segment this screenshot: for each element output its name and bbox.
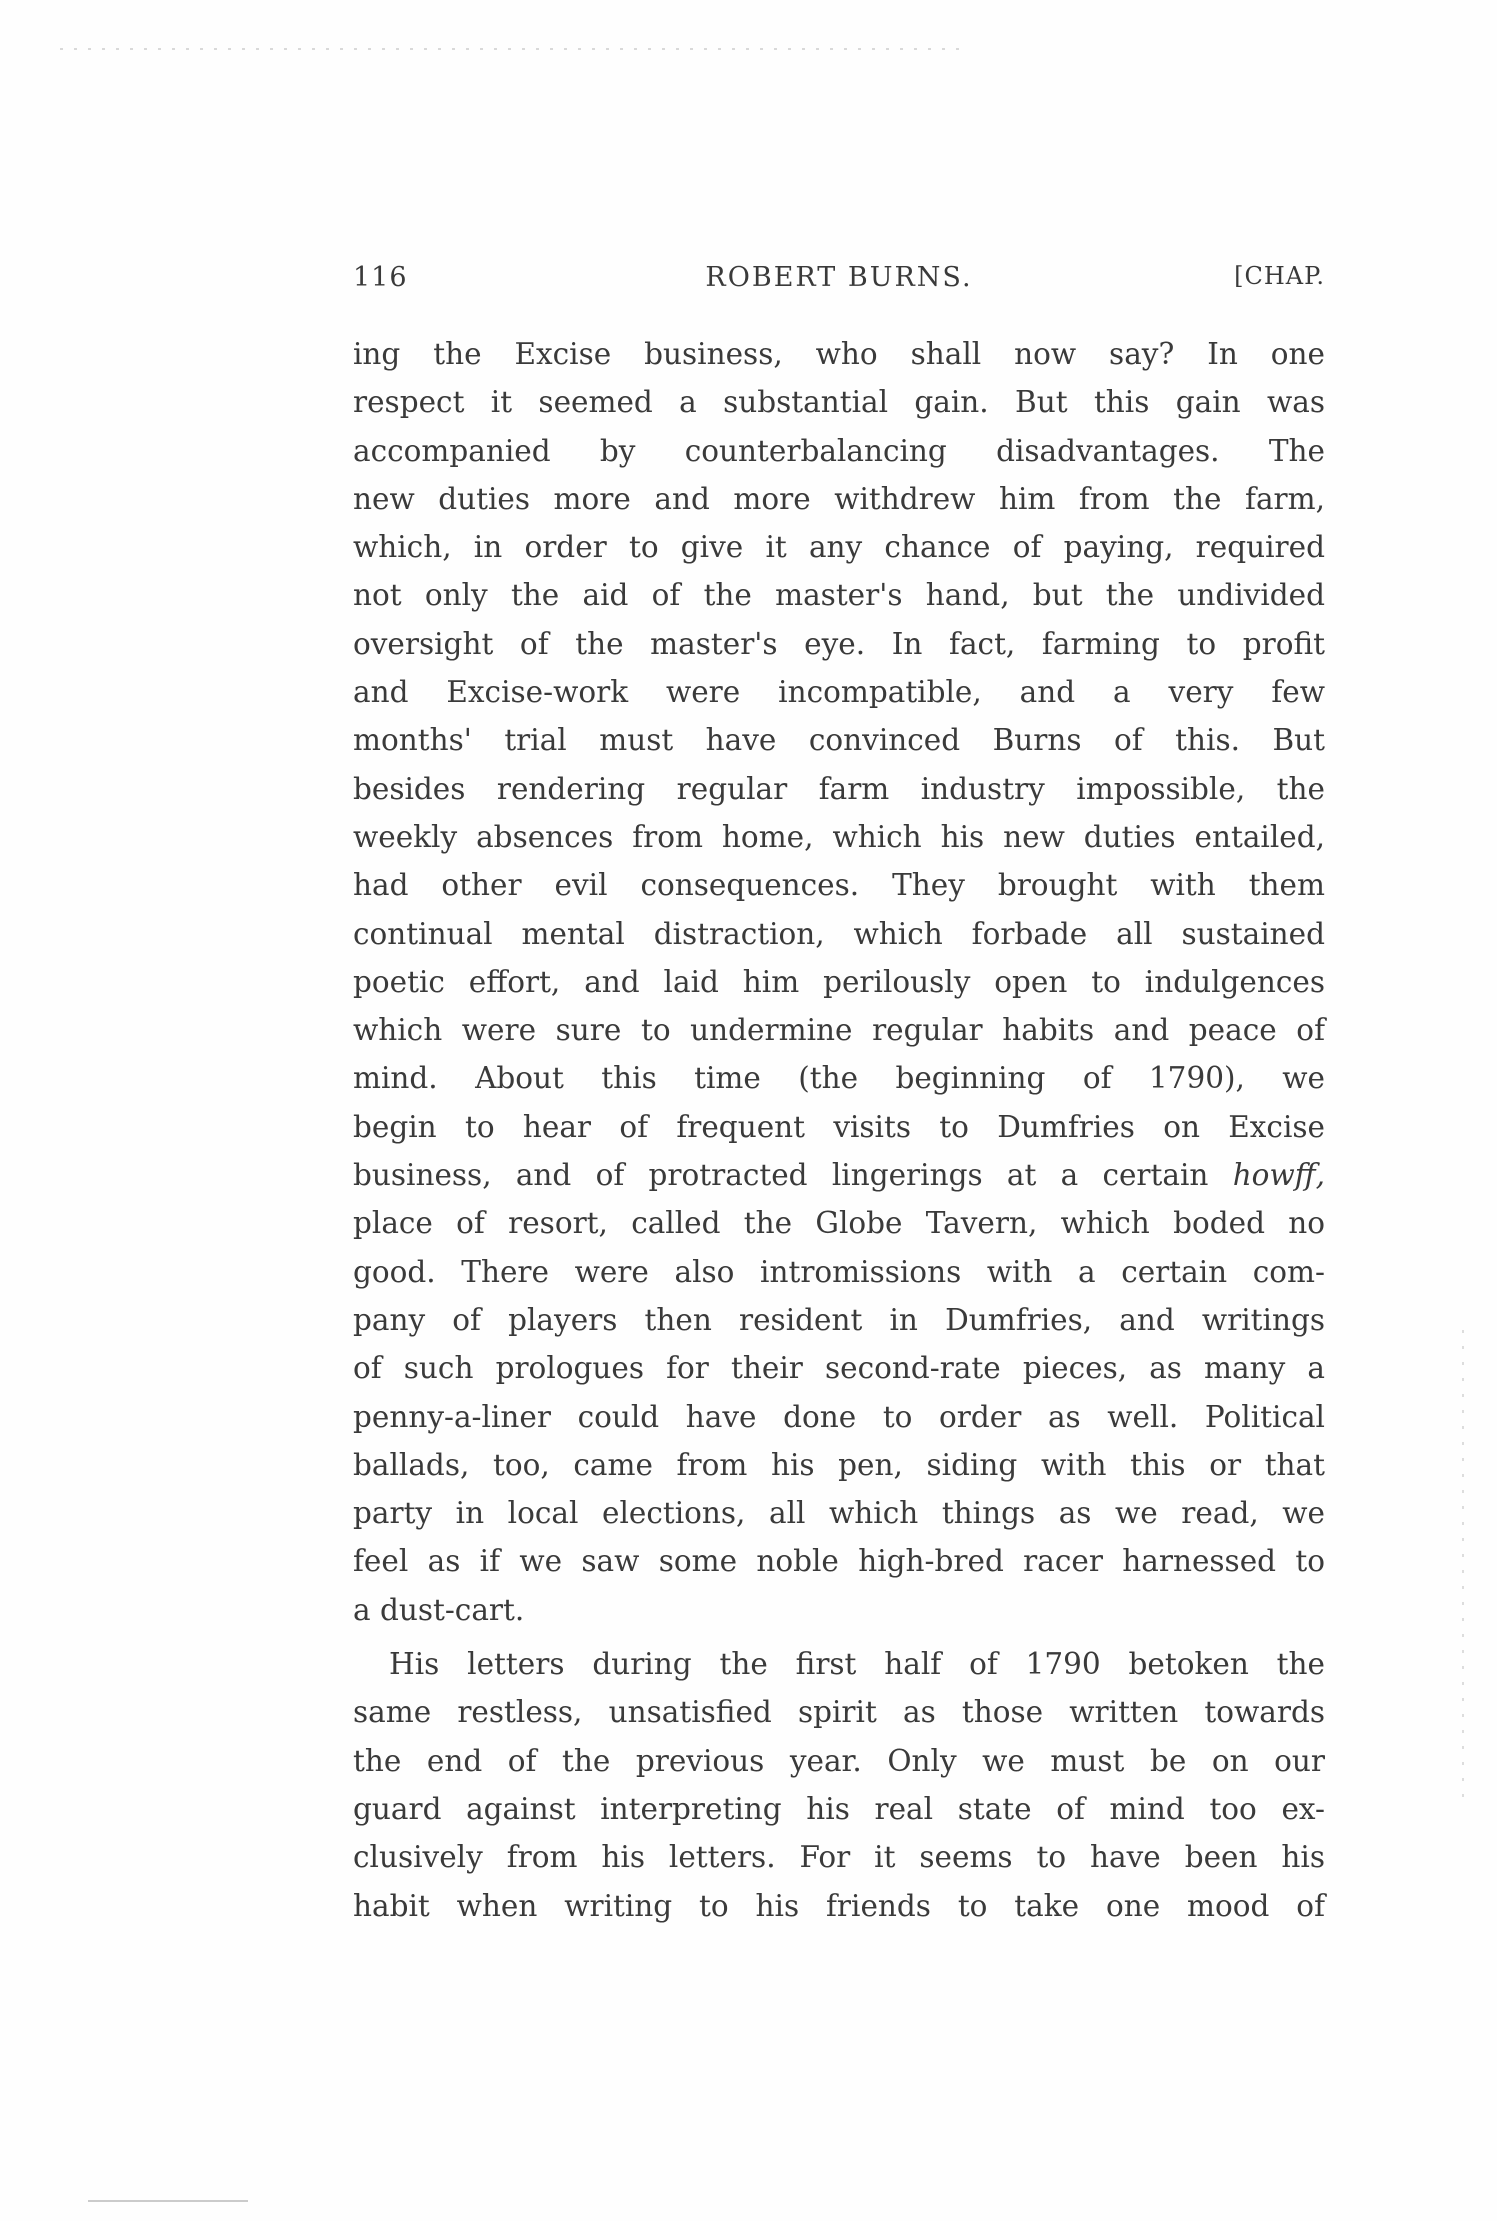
- text-line: habit when writing to his friends to take one mood of: [353, 1888, 1325, 1923]
- text-line: respect it seemed a substantial gain. But this gain was: [353, 385, 1325, 420]
- text-line: new duties more and more withdrew him from the farm,: [353, 481, 1325, 516]
- text-line: same restless, unsatisfied spirit as those written towards: [353, 1695, 1325, 1730]
- text-line: besides rendering regular farm industry impossible, the: [353, 771, 1325, 806]
- text-line: ing the Excise business, who shall now say? In one: [353, 337, 1325, 371]
- text-line-with-italic: [353, 1151, 1325, 1199]
- text-line: a dust-cart.: [353, 1592, 525, 1627]
- text-line: continual mental distraction, which forbade all sustained: [353, 916, 1325, 951]
- text-line: accompanied by counterbalancing disadvantages. The: [353, 433, 1325, 468]
- text-line: which were sure to undermine regular habits and peace of: [353, 1013, 1325, 1048]
- text-line: the end of the previous year. Only we must be on our: [353, 1743, 1325, 1778]
- text-line: and Excise-work were incompatible, and a very few: [353, 675, 1325, 710]
- chapter-mark: [CHAP.: [1234, 262, 1325, 290]
- text-line: His letters during the first half of 1790 betoken the: [389, 1647, 1325, 1682]
- book-title: ROBERT BURNS.: [705, 262, 973, 293]
- text-line: mind. About this time (the beginning of 1790), we: [353, 1061, 1325, 1096]
- text-line: had other evil consequences. They brought with them: [353, 868, 1325, 903]
- italic-word: howff,: [1232, 1158, 1325, 1193]
- scan-artifact-bottom: [88, 2200, 248, 2202]
- scan-artifact-right: [1462, 1330, 1464, 1800]
- text-line: guard against interpreting his real state of mind too ex-: [353, 1791, 1325, 1826]
- running-head: [353, 262, 1325, 302]
- text-line: months' trial must have convinced Burns of this. But: [353, 723, 1325, 758]
- text-line: clusively from his letters. For it seems to have been his: [353, 1840, 1325, 1875]
- text-line: place of resort, called the Globe Tavern, which boded no: [353, 1206, 1325, 1241]
- text-line: weekly absences from home, which his new duties entailed,: [353, 819, 1325, 854]
- text-line: good. There were also intromissions with a certain com-: [353, 1254, 1325, 1289]
- page-number: 116: [353, 262, 408, 293]
- scan-artifact-top: [60, 48, 960, 50]
- text-line: begin to hear of frequent visits to Dumfries on Excise: [353, 1109, 1325, 1144]
- text-line: not only the aid of the master's hand, but the undivided: [353, 578, 1325, 613]
- body-text: [353, 330, 1325, 1930]
- text-line: oversight of the master's eye. In fact, farming to profit: [353, 626, 1325, 661]
- line-text: business, and of protracted lingerings at a certain: [353, 1158, 1209, 1193]
- text-line: feel as if we saw some noble high-bred racer harnessed to: [353, 1544, 1325, 1579]
- text-line: which, in order to give it any chance of paying, required: [353, 530, 1325, 565]
- text-line: poetic effort, and laid him perilously open to indulgences: [353, 964, 1325, 999]
- paragraph-2: [353, 1640, 1325, 1930]
- text-line: ballads, too, came from his pen, siding with this or that: [353, 1447, 1325, 1482]
- text-line: penny-a-liner could have done to order as well. Political: [353, 1399, 1325, 1434]
- paragraph-1: [353, 330, 1325, 1634]
- text-line: pany of players then resident in Dumfries, and writings: [353, 1302, 1325, 1337]
- text-line: of such prologues for their second-rate pieces, as many a: [353, 1351, 1325, 1386]
- text-line: party in local elections, all which things as we read, we: [353, 1496, 1325, 1531]
